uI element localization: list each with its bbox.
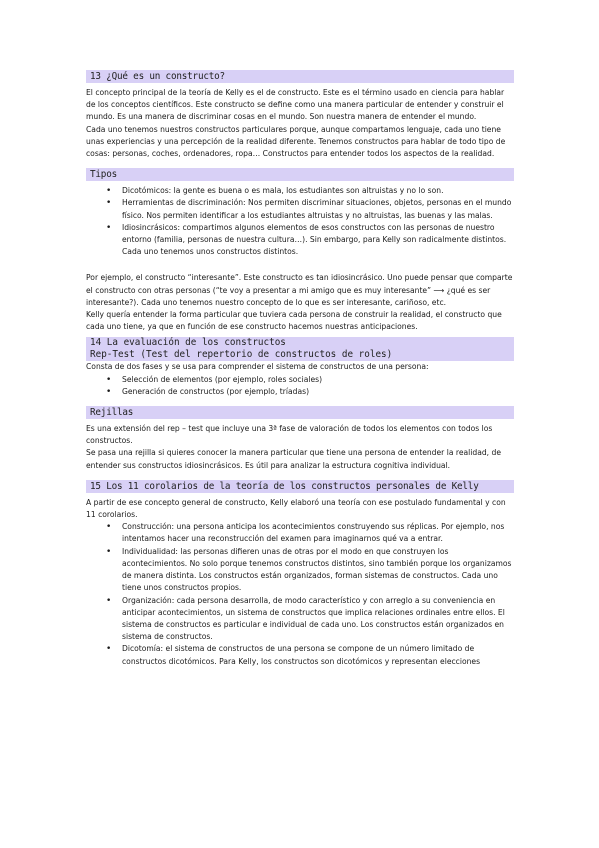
s14-intro: Consta de dos fases y se usa para comprender el sistema de constructos de una persona: bbox=[86, 362, 429, 372]
rejillas-heading: Rejillas bbox=[86, 406, 514, 419]
s15-intro: A partir de ese concepto general de constructo, Kelly elaboró una teoría con ese postulado fundamental y con 11 corolarios. bbox=[86, 497, 506, 520]
rejillas-paragraph-2: Se pasa una rejilla si quieres conocer la manera particular que tiene una persona de entender la realidad, de entender sus constructos idiosincrásicos. Es útil para analizar la estructura cognitiva individual. bbox=[86, 448, 501, 470]
s13-paragraph-1: El concepto principal de la teoría de Kelly es el de constructo. Este es el término usado en ciencia para hablar de los conceptos científicos. Este constructo se define como una manera particular de entender y construir el mundo. Es una manera de discriminar cosas en el mundo. Son nuestra manera de entender el mundo. bbox=[86, 88, 505, 122]
list-item: • Dicotómicos: la gente es buena o es mala, los estudiantes son altruistas y no lo son. bbox=[122, 185, 514, 197]
list-item: • Herramientas de discriminación: Nos permiten discriminar situaciones, objetos, personas en el mundo físico. Nos permiten identificar a los estudiantes altruistas y no altruistas, las buenas y las malas. bbox=[122, 197, 514, 221]
s13-paragraph-2: Cada uno tenemos nuestros constructos particulares porque, aunque compartamos lenguaje, cada uno tiene unas experiencias y una percepción de la realidad diferente. Tenemos constructos para hablar de todo tipo de cosas: personas, coches, ordenadores, ropa… Constructos para entender todos los aspectos de la realidad. bbox=[86, 124, 506, 159]
rejillas-paragraph-1: Es una extensión del rep – test que incluye una 3ª fase de valoración de todos los elementos con todos los constructos. bbox=[86, 424, 493, 446]
list-item: • Idiosincrásicos: compartimos algunos elementos de esos constructos con las personas de nuestro entorno (familia, personas de nuestra cultura…). Sin embargo, para Kelly son radicalmente distintos. Cada uno tenemos unos constructos distintos. bbox=[122, 222, 514, 259]
list-item: • Construcción: una persona anticipa los acontecimientos construyendo sus réplicas. Por ejemplo, nos intentamos hacer una reconstrucción del examen para imaginarnos qué va a entrar. bbox=[122, 521, 514, 545]
document-page bbox=[86, 70, 514, 668]
tipos-heading: Tipos bbox=[86, 168, 514, 181]
corolarios-list bbox=[86, 521, 514, 667]
section-14-heading: 14 La evaluación de los constructos bbox=[86, 337, 514, 349]
rep-test-heading: Rep-Test (Test del repertorio de constructos de roles) bbox=[86, 349, 514, 361]
tipos-paragraph-2: Kelly quería entender la forma particular que tuviera cada persona de construir la realidad, el constructo que cada uno tiene, ya que en función de ese constructo hacemos nuestras anticipaciones. bbox=[86, 310, 502, 332]
tipos-list bbox=[86, 185, 514, 258]
rep-test-list bbox=[86, 374, 514, 398]
list-item: • Individualidad: las personas difieren unas de otras por el modo en que construyen los acontecimientos. No solo porque tenemos constructos distintos, sino también porque los organizamos de manera distinta. Los constructos están organizados, forman sistemas de constructos. Cada uno tiene unos constructos propios. bbox=[122, 546, 514, 595]
list-item: • Selección de elementos (por ejemplo, roles sociales) bbox=[122, 374, 514, 386]
tipos-paragraph-1: Por ejemplo, el constructo “interesante”. Este constructo es tan idiosincrásico. Uno puede pensar que comparte el constructo con otras personas (“te voy a presentar a mi amigo que es muy interesante” ⟶ ¿qué es ser interesante?). Cada uno tenemos nuestro concepto de lo que es ser interesante, cariñoso, etc. bbox=[86, 273, 513, 307]
list-item: • Generación de constructos (por ejemplo, tríadas) bbox=[122, 386, 514, 398]
list-item: • Dicotomía: el sistema de constructos de una persona se compone de un número limitado de constructos dicotómicos. Para Kelly, los constructos son dicotómicos y representan elecciones bbox=[122, 643, 514, 667]
section-13-heading: 13 ¿Qué es un constructo? bbox=[86, 70, 514, 83]
section-15-heading: 15 Los 11 corolarios de la teoría de los constructos personales de Kelly bbox=[86, 480, 514, 493]
list-item: • Organización: cada persona desarrolla, de modo característico y con arreglo a su conveniencia en anticipar acontecimientos, un sistema de constructos que implica relaciones ordinales entre ellos. El sistema de constructos es particular e individual de cada uno. Los constructos están organizados en sistema de constructos. bbox=[122, 595, 514, 644]
